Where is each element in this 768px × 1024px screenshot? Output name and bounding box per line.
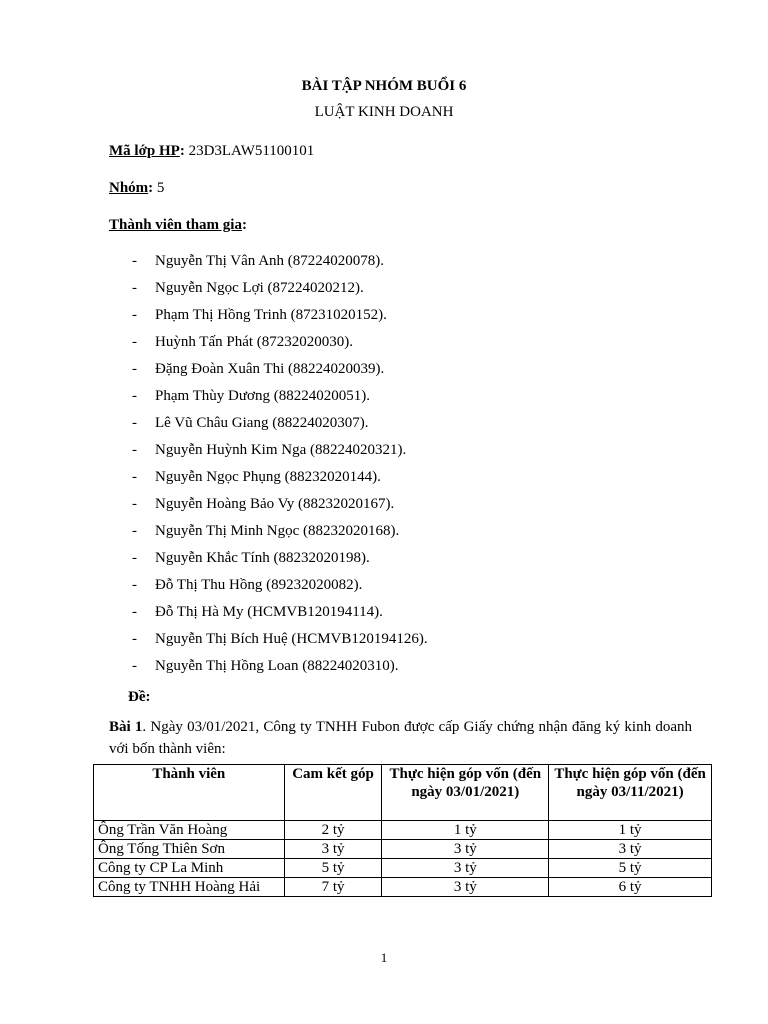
members-heading — [109, 217, 247, 234]
group-label: Nhóm — [109, 180, 149, 196]
cell-paid-0311: 5 tỷ — [549, 859, 712, 878]
members-label: Thành viên tham gia — [109, 217, 242, 233]
cell-paid-0311: 1 tỷ — [549, 821, 712, 840]
bullet-dash: - — [132, 307, 137, 323]
member-name: Lê Vũ Châu Giang (88224020307). — [155, 415, 369, 431]
member-name: Đỗ Thị Thu Hồng (89232020082). — [155, 577, 363, 593]
cell-paid-0311: 3 tỷ — [549, 840, 712, 859]
member-name: Nguyễn Thị Vân Anh (87224020078). — [155, 253, 385, 269]
colon: : — [148, 180, 154, 196]
column-header-committed: Cam kết góp — [284, 765, 382, 821]
member-name: Nguyễn Huỳnh Kim Nga (88224020321). — [155, 442, 407, 458]
exercise-text: . Ngày 03/01/2021, Công ty TNHH Fubon được cấp Giấy chứng nhận đăng ký kinh doanh với bốn thành viên: — [109, 719, 692, 757]
member-name: Đỗ Thị Hà My (HCMVB120194114). — [155, 604, 383, 620]
class-code-value: 23D3LAW51100101 — [188, 143, 315, 159]
bullet-dash: - — [132, 442, 137, 458]
member-name: Phạm Thị Hồng Trinh (87231020152). — [155, 307, 387, 323]
cell-member: Ông Trần Văn Hoàng — [94, 821, 285, 840]
member-name: Đặng Đoàn Xuân Thi (88224020039). — [155, 361, 385, 377]
group-value: 5 — [156, 180, 165, 196]
cell-paid-0301: 3 tỷ — [382, 840, 549, 859]
bullet-dash: - — [132, 253, 137, 269]
colon: : — [179, 143, 185, 159]
bullet-dash: - — [132, 334, 137, 350]
page-number: 1 — [380, 950, 388, 965]
table-header-row — [94, 765, 712, 821]
member-name: Nguyễn Thị Bích Huệ (HCMVB120194126). — [155, 631, 428, 647]
member-name: Nguyễn Hoàng Bảo Vy (88232020167). — [155, 496, 395, 512]
member-name: Nguyễn Khắc Tính (88232020198). — [155, 550, 370, 566]
document-subtitle: LUẬT KINH DOANH — [314, 104, 454, 120]
bullet-dash: - — [132, 577, 137, 593]
member-name: Nguyễn Ngọc Lợi (87224020212). — [155, 280, 364, 296]
table-row — [94, 878, 712, 897]
cell-committed: 3 tỷ — [284, 840, 382, 859]
cell-committed: 7 tỷ — [284, 878, 382, 897]
column-header-member: Thành viên — [94, 765, 285, 821]
bullet-dash: - — [132, 550, 137, 566]
colon: : — [241, 217, 247, 233]
cell-paid-0301: 3 tỷ — [382, 859, 549, 878]
column-header-paid-0311: Thực hiện góp vốn (đến ngày 03/11/2021) — [549, 765, 712, 821]
table-row — [94, 821, 712, 840]
bullet-dash: - — [132, 631, 137, 647]
bullet-dash: - — [132, 469, 137, 485]
problem-heading: Đề: — [128, 689, 151, 705]
member-name: Huỳnh Tấn Phát (87232020030). — [155, 334, 354, 350]
cell-committed: 2 tỷ — [284, 821, 382, 840]
cell-member: Công ty CP La Minh — [94, 859, 285, 878]
bullet-dash: - — [132, 388, 137, 404]
bullet-dash: - — [132, 523, 137, 539]
cell-paid-0301: 1 tỷ — [382, 821, 549, 840]
bullet-dash: - — [132, 415, 137, 431]
bullet-dash: - — [132, 658, 137, 674]
bullet-dash: - — [132, 361, 137, 377]
class-code-field — [109, 143, 314, 160]
member-name: Nguyễn Thị Hồng Loan (88224020310). — [155, 658, 399, 674]
cell-committed: 5 tỷ — [284, 859, 382, 878]
group-field — [109, 180, 164, 197]
cell-paid-0301: 3 tỷ — [382, 878, 549, 897]
bullet-dash: - — [132, 496, 137, 512]
table-row — [94, 859, 712, 878]
cell-member: Ông Tống Thiên Sơn — [94, 840, 285, 859]
class-code-label: Mã lớp HP — [109, 143, 180, 159]
cell-paid-0311: 6 tỷ — [549, 878, 712, 897]
exercise-label: Bài 1 — [109, 719, 143, 735]
bullet-dash: - — [132, 604, 137, 620]
bullet-dash: - — [132, 280, 137, 296]
exercise-paragraph — [109, 716, 692, 760]
document-title: BÀI TẬP NHÓM BUỔI 6 — [301, 78, 467, 94]
column-header-paid-0301: Thực hiện góp vốn (đến ngày 03/01/2021) — [382, 765, 549, 821]
member-name: Phạm Thùy Dương (88224020051). — [155, 388, 370, 404]
member-name: Nguyễn Thị Minh Ngọc (88232020168). — [155, 523, 400, 539]
cell-member: Công ty TNHH Hoàng Hải — [94, 878, 285, 897]
contribution-table — [93, 764, 712, 897]
table-row — [94, 840, 712, 859]
member-name: Nguyễn Ngọc Phụng (88232020144). — [155, 469, 381, 485]
